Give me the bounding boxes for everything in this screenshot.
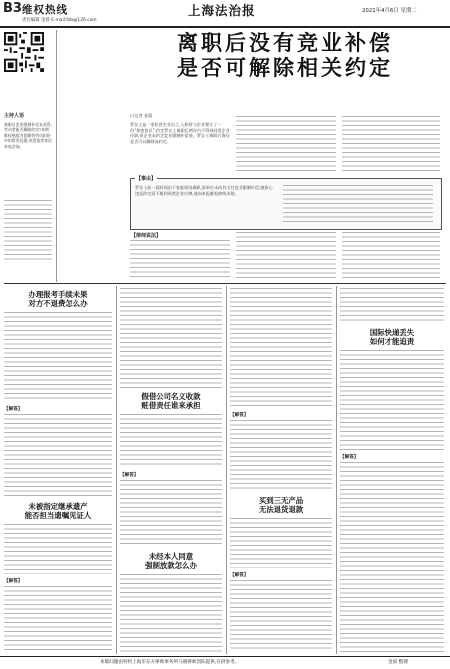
issue-date: 2021年4月6日 星期二 [362, 8, 417, 14]
analysis-col-2 [236, 232, 336, 278]
item-6-title: 国际快递丢失 如何才能追责 [369, 328, 415, 346]
lead-paragraph: 罗女士是一家私营企业员工,入职时与企业签订了一份“保密协议”,约定罗女士离职后两年内不得到同类企业任职,但企业未约定竞业限制补偿金。罗女士离职后询问是否可以解除该约定。 [130, 122, 230, 144]
item-3-answer [120, 480, 222, 546]
item-3-body [120, 414, 222, 468]
headline-line-2: 是否可解除相关约定 [177, 55, 393, 80]
headline-line-1: 离职后没有竞业补偿 [177, 30, 393, 55]
col-2-top-text [120, 288, 222, 388]
item-6-tag: 【解答】 [340, 455, 359, 460]
col-rule-3 [336, 286, 337, 654]
item-2-tag: 【解答】 [4, 579, 23, 584]
event-label: 【事由】 [136, 176, 157, 182]
item-4-tag: 【解答】 [230, 413, 249, 418]
item-5-tag: 【解答】 [230, 573, 249, 578]
item-1-body [4, 312, 112, 402]
item-2-title: 未被指定继承遗产 能否担当遗嘱见证人 [24, 502, 92, 520]
col-3-top-text [230, 288, 332, 408]
header-rule [0, 26, 450, 28]
footer-editor: 金晨 整理 [388, 660, 408, 665]
event-text-lines [283, 185, 433, 225]
main-headline [130, 30, 440, 80]
col-rule-2 [226, 286, 227, 654]
item-6-answer [340, 462, 444, 652]
item-1-tag: 【解答】 [4, 407, 23, 412]
analysis-col-1 [130, 240, 230, 278]
item-1-answer [4, 414, 112, 496]
left-column-rule [56, 30, 57, 282]
item-5-title: 买到三无产品 无法退货退款 [258, 496, 304, 514]
host-note-heading: 主持人语 [4, 113, 25, 119]
item-1-title: 办理报考手续未果 对方不退费怎么办 [28, 290, 88, 308]
item-3-title: 假借公司名义收款 赃借责任谁来承担 [141, 392, 201, 410]
item-3-tag: 【解答】 [120, 473, 139, 478]
event-box [130, 178, 442, 230]
item-2-answer [4, 586, 112, 652]
host-note-text: 离职后竞业限制补偿未获得,劳动者能否解除约定?本期维权热线为您解答劳动纠纷中的常见问题,欢迎读者来信来电咨询。 [4, 121, 52, 149]
item-4-title: 未经本人同意 强制放款怎么办 [145, 552, 197, 570]
item-2-body [4, 524, 112, 574]
section-divider [4, 283, 446, 284]
item-4-answer [230, 420, 332, 490]
item-5-answer [230, 580, 332, 652]
byline: 口记者 金晨 [130, 113, 153, 118]
host-note [4, 114, 52, 149]
item-4-body [120, 574, 222, 652]
item-6-body [340, 350, 444, 450]
masthead: 上海法治报 [188, 3, 256, 18]
sidebar-text-lines [4, 200, 52, 260]
item-5-body [230, 518, 332, 568]
lead-text-col-3 [342, 116, 440, 174]
col-4-top-text [340, 288, 444, 324]
page-number: B3 [3, 1, 22, 16]
footer-note: 本版问题由特约上海市东方律师事务所马晓律师团队提供,仅供参考。 [100, 660, 240, 665]
analysis-label: 【律师说法】 [131, 233, 162, 239]
editor-line: 责任编辑 金晨 E-mail:fzb@126.com [22, 18, 97, 23]
qr-code-icon [4, 32, 44, 72]
lead-text-col-2 [236, 116, 336, 174]
event-text: 罗女士前一段时间由于家庭原因离职,原单位未向其支付竞业限制补偿,她担心违反约定而不敢到同类企业应聘,遂向本报维权热线求助。 [135, 185, 273, 196]
section-title: 维权热线 [22, 4, 68, 16]
col-rule-1 [116, 286, 117, 654]
analysis-col-3 [342, 232, 440, 278]
